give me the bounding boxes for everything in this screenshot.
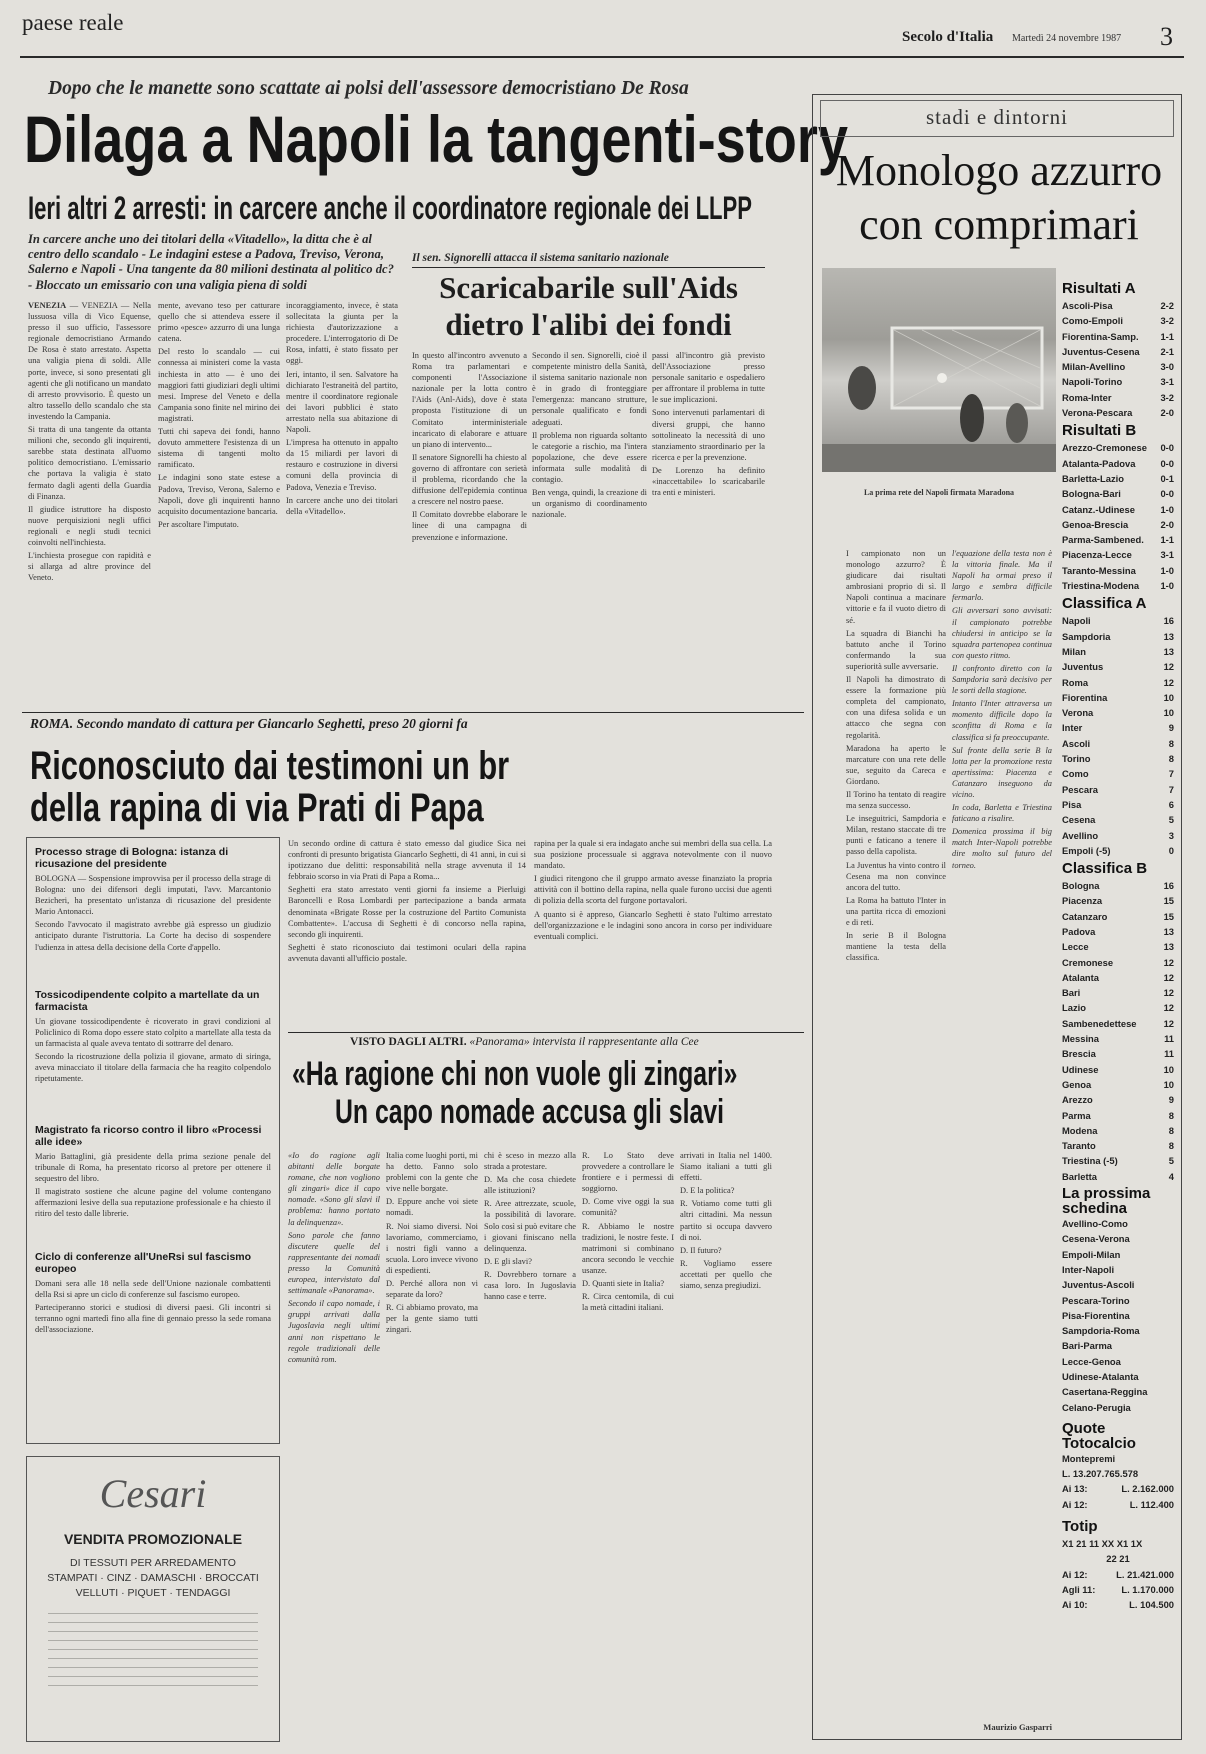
schedina-row: Juventus-Ascoli [1062,1279,1135,1291]
standing-row-value: 16 [1163,880,1174,892]
result-row [1062,313,1174,328]
result-row-value: 3-2 [1160,391,1174,403]
standing-row [1062,659,1174,674]
standing-row [1062,985,1174,1000]
schedina-row: Casertana-Reggina [1062,1386,1148,1398]
zingari-kicker: VISTO DAGLI ALTRI. «Panorama» intervista il rappresentante alla Cee [350,1036,699,1048]
ad-line-1: DI TESSUTI PER ARREDAMENTO [70,1557,236,1569]
result-row [1062,298,1174,313]
aids-headline-1: Scaricabarile sull'Aids [439,270,738,305]
standings-column [1062,278,1174,1613]
standing-row [1062,644,1174,659]
standing-row-label: Taranto [1062,1140,1096,1152]
sport-headline-2: con comprimari [859,200,1139,249]
quote-row-value: L. 21.421.000 [1116,1568,1174,1580]
result-row-label: Genoa-Brescia [1062,518,1129,530]
standing-row [1062,1062,1174,1077]
brief-2-body: Un giovane tossicodipendente è ricoverato in gravi condizioni al Policlinico di Roma dopo essere stato colpito a martellate alla testa da un farmacista al quale aveva tentato di sottrarre del denaro. Secondo la ricostruzione della polizia il giovane, armato di siringa, aveva minacciato il titolare della farmacia che ha reagito colpendolo ripetutamente. [35,1017,271,1084]
standing-row [1062,1169,1174,1184]
quote-row-label: Ai 12: [1062,1498,1088,1510]
standing-row [1062,1016,1174,1031]
standing-row-label: Brescia [1062,1048,1096,1060]
roma-headline-1: Riconosciuto dai testimoni un br [30,744,510,788]
result-row-label: Parma-Sambened. [1062,534,1144,546]
result-row [1062,486,1174,501]
quote-row-value: L. 1.170.000 [1121,1583,1174,1595]
standing-row-label: Sampdoria [1062,630,1111,642]
standing-row-value: 12 [1163,661,1174,673]
zingari-body-col-4: R. Lo Stato deve provvedere a controllare le frontiere e i permessi di soggiorno. D. Come vive oggi la sua comunità? R. Abbiamo le nostre tradizioni, le nostre feste. I matrimoni si combinano ancora secondo le vecchie usanze. D. Quanti siete in Italia? R. Circa centomila, di cui la metà cittadini italiani. [582,1151,674,1313]
result-row [1062,578,1174,593]
totocalcio-title: Quote Totocalcio [1062,1419,1136,1452]
result-row-value: 3-2 [1160,315,1174,327]
standing-row-label: Napoli [1062,615,1091,627]
result-row-value: 3-1 [1160,549,1174,561]
result-row [1062,405,1174,420]
zingari-body-col-5: arrivati in Italia nel 1400. Siamo italiani a tutti gli effetti. D. E la politica? R. Votiamo come tutti gli altri cittadini. Ma nessun partito si occupa davvero di noi. D. Il futuro? R. Vogliamo essere accettati per quello che siamo, senza pregiudizi. [680,1151,772,1291]
main-summary: In carcere anche uno dei titolari della «Vitadello», la ditta che è al centro dello scandalo - Le indagini estese a Padova, Treviso, Verona, Salerno e Napoli - Una tangente da 80 milioni destinata al politico dc? - Bloccato un emissario con una valigia piena di soldi [28,232,394,292]
result-row [1062,547,1174,562]
standing-row-value: 12 [1163,987,1174,999]
schedina-row: Pescara-Torino [1062,1294,1130,1306]
roma-body-col-1: Un secondo ordine di cattura è stato emesso dal giudice Sica nei confronti di presunto brigatista Giancarlo Seghetti, di 41 anni, in cui si ipotizzano due delitti: responsabilità nella strage avvenuta il 14 febbraio scorso in via Prati di Papa a Roma... Seghetti era stato arrestato venti giorni fa insieme a Pierluigi Baroncelli e Rosa Lombardi per partecipazione a banda armata denominata «Brigate Rosse per la costruzione del Partito Comunista Combattente». L'accusa di Seghetti è di concorso nella rapina, secondo gli inquirenti. Seghetti è stato riconosciuto dai testimoni oculari della rapina avvenuta davanti all'ufficio postale. [288,839,526,963]
standing-row-value: 9 [1168,722,1174,734]
ad-box [26,1456,280,1742]
standing-row-label: Piacenza [1062,895,1103,907]
schedina-row: Inter-Napoli [1062,1263,1115,1275]
result-row [1062,390,1174,405]
photo-caption: La prima rete del Napoli firmata Maradona [863,488,1015,497]
zingari-headline-2: Un capo nomade accusa gli slavi [335,1093,724,1131]
result-row-value: 1-1 [1160,534,1174,546]
standings-b-list [1062,878,1174,1184]
standing-row-label: Verona [1062,707,1094,719]
result-row-value: 2-0 [1160,518,1174,530]
standing-row [1062,939,1174,954]
standing-row-value: 15 [1163,910,1174,922]
zingari-body-col-1: «Io do ragione agli abitanti delle borgate romane, che non vogliono gli zingari» dice il capo nomade. «Sono gli slavi il problema: hanno portato la delinquenza». Sono parole che fanno discutere quelle del rappresentante dei nomadi presso la Comunità europea, intervistato dal settimanale «Panorama». Secondo il capo nomade, i gruppi arrivati dalla Jugoslavia negli ultimi anni non rispettano le regole tradizionali delle comunità rom. [288,1151,380,1364]
standing-row-value: 8 [1168,1140,1174,1152]
standing-row-value: 13 [1163,645,1174,657]
result-row-value: 3-1 [1160,376,1174,388]
result-row-value: 2-2 [1160,300,1174,311]
standing-row-label: Fiorentina [1062,691,1108,703]
totip-combination: X1 21 11 XX X1 1X [1062,1538,1143,1550]
newspaper-name: Secolo d'Italia [902,29,994,45]
standing-row [1062,613,1174,628]
standing-row [1062,751,1174,766]
result-row-label: Atalanta-Padova [1062,457,1136,469]
schedina-row: Pisa-Fiorentina [1062,1309,1130,1321]
results-a-title: Risultati A [1062,280,1136,297]
result-row [1062,359,1174,374]
standing-row-value: 3 [1168,829,1174,841]
standing-row-label: Catanzaro [1062,910,1108,922]
standing-row-value: 10 [1163,691,1174,703]
standing-row [1062,675,1174,690]
quote-row [1062,1497,1174,1512]
standing-row-label: Cesena [1062,814,1096,826]
result-row-label: Como-Empoli [1062,315,1123,327]
standing-row-label: Roma [1062,676,1089,688]
standing-row-label: Bari [1062,987,1081,999]
standing-row-value: 10 [1163,707,1174,719]
roma-kicker: ROMA. Secondo mandato di cattura per Giancarlo Seghetti, preso 20 giorni fa [30,716,468,731]
schedina-row: Bari-Parma [1062,1340,1113,1352]
aids-kicker: Il sen. Signorelli attacca il sistema sanitario nazionale [412,252,669,264]
standing-row-value: 11 [1164,1033,1174,1045]
result-row-label: Barletta-Lazio [1062,472,1124,484]
standing-row-value: 12 [1163,956,1174,968]
standing-row-value: 12 [1163,1002,1174,1014]
result-row-label: Napoli-Torino [1062,376,1123,388]
result-row-value: 1-0 [1160,564,1174,576]
result-row [1062,517,1174,532]
standing-row [1062,1000,1174,1015]
standing-row-value: 11 [1164,1048,1174,1060]
match-photo [822,268,1056,472]
schedina-row: Cesena-Verona [1062,1233,1130,1245]
standing-row-label: Milan [1062,645,1086,657]
standing-row [1062,843,1174,858]
result-row-value: 3-0 [1160,361,1174,373]
brief-1-body: BOLOGNA — Sospensione improvvisa per il processo della strage di Bologna: uno dei difensori degli imputati, l'avv. Marcantonio Bezicheri, ha presentato un'istanza di ricusazione del presidente Mario Antonacci. Secondo l'avvocato il magistrato avrebbe già espresso un giudizio anticipato durante l'istruttoria. La Corte ha deciso di sospendere l'udienza in attesa della decisione della Corte d'appello. [35,874,271,952]
result-row-label: Catanz.-Udinese [1062,503,1135,515]
quote-row-label: Ai 12: [1062,1568,1088,1580]
result-row-label: Ascoli-Pisa [1062,300,1113,311]
standing-row-label: Como [1062,768,1089,780]
standing-row-value: 0 [1168,844,1174,856]
aids-body-col-1: In questo all'incontro avvenuto a Roma tra parlamentari e componenti l'Associazione nazionale per la lotta contro l'Aids (Anl-Aids), dove è stata proposta l'istituzione di un Comitato interministeriale incaricato di elaborare e attuare un piano di intervento... Il senatore Signorelli ha chiesto al governo di affrontare con serietà il problema, ricordando che la diffusione dell'epidemia continua a crescere nel nostro paese. Il Comitato dovrebbe elaborare le linee di una campagna di prevenzione e informazione. [412,351,527,542]
standing-row-value: 7 [1168,768,1174,780]
standing-row-value: 15 [1163,895,1174,907]
next-round-list [1062,1216,1174,1415]
quote-row-label: Agli 11: [1062,1583,1096,1595]
result-row [1062,374,1174,389]
result-row [1062,344,1174,359]
results-b-title: Risultati B [1062,422,1137,440]
result-row [1062,440,1174,455]
results-a-list [1062,298,1174,420]
result-row-label: Juventus-Cesena [1062,345,1140,357]
result-row-label: Arezzo-Cremonese [1062,442,1147,454]
standing-row-label: Empoli (-5) [1062,844,1111,856]
aids-headline-2: dietro l'alibi dei fondi [445,307,732,342]
standing-row-value: 5 [1168,1155,1174,1167]
standing-row [1062,1046,1174,1061]
standing-row-label: Juventus [1062,661,1104,673]
standing-row-label: Arezzo [1062,1094,1093,1106]
standing-row [1062,766,1174,781]
standing-row-value: 16 [1163,615,1174,627]
montepremi-value: L. 13.207.765.578 [1062,1468,1139,1480]
standing-row [1062,955,1174,970]
standing-row-label: Lazio [1062,1002,1086,1014]
result-row [1062,329,1174,344]
standing-row [1062,705,1174,720]
aids-body-col-2: Secondo il sen. Signorelli, cioè il competente ministro della Sanità, il sistema sanitario nazionale non è in grado di fronteggiare l'emergenza: mancano strutture, personale qualificato e fondi adeguati. Il problema non riguarda soltanto le categorie a rischio, ma l'intera popolazione, che deve essere informata sulle modalità di contagio. Ben venga, quindi, la creazione di un organismo di coordinamento nazionale. [532,351,647,520]
standing-row [1062,736,1174,751]
result-row-value: 1-0 [1160,503,1174,515]
montepremi-label: Montepremi [1062,1452,1116,1464]
brief-3-body: Mario Battaglini, già presidente della prima sezione penale del tribunale di Roma, ha presentato ricorso al pretore per ottenere il sequestro del libro. Il magistrato sostiene che alcune pagine del volume contengano affermazioni lesive della sua reputazione professionale e ha chiesto il ritiro del testo dalle librerie. [35,1152,271,1219]
standing-row-value: 12 [1163,971,1174,983]
schedina-row: Udinese-Atalanta [1062,1371,1139,1382]
main-body-col-1: VENEZIA — VENEZIA — Nella lussuosa villa di Vico Equense, presso il suo ufficio, l'assessore regionale democristiano Armando De Rosa è stato arrestato. Aspetta una valigia piena di soldi. Alle porte, invece, si sono presentati gli agenti che gli notificano un mandato di arresto provvisorio. È questo un altro tassello dello scandalo che sta investendo la Campania. Si tratta di una tangente da ottanta milioni che, secondo gli inquirenti, sarebbe stata destinata all'uomo politico democristiano. L'emissario che portava la valigia è stato fermato dagli agenti della Guardia di Finanza. Il giudice istruttore ha disposto nuove perquisizioni negli uffici regionali e negli studi tecnici coinvolti nell'inchiesta. L'inchiesta prosegue con rapidità e si allarga ad altre province del Veneto. [28,301,151,583]
standing-row [1062,1138,1174,1153]
ad-brand: Cesari [99,1471,207,1516]
standing-row-value: 10 [1163,1063,1174,1075]
standing-row [1062,1031,1174,1046]
standing-row-label: Modena [1062,1124,1098,1136]
standing-row-value: 8 [1168,737,1174,749]
standing-row [1062,782,1174,797]
standing-row-value: 6 [1168,798,1174,810]
standing-row-value: 4 [1168,1170,1174,1182]
roma-body-col-2: rapina per la quale si era indagato anche sui membri della sua cella. La sua posizione processuale si aggrava notevolmente con il nuovo mandato. I giudici ritengono che il gruppo armato avesse finanziato la propria attività con il bottino della rapina, nella quale furono uccisi due agenti di polizia della scorta del furgone portavalori. A quanto si è appreso, Giancarlo Seghetti è stato l'ultimo arrestato dell'organizzazione e le indagini sono ancora in corso per individuare eventuali complici. [534,839,772,941]
quote-row [1062,1481,1174,1496]
next-round-title: La prossima schedina [1062,1185,1151,1218]
totocalcio-list [1062,1481,1174,1512]
result-row-label: Triestina-Modena [1062,580,1140,592]
result-row-label: Verona-Pescara [1062,407,1133,419]
result-row [1062,502,1174,517]
standing-row-label: Cremonese [1062,956,1114,968]
zingari-body-col-2: Italia come luoghi porti, mi ha detto. Fanno solo problemi con la gente che vive nelle borgate. D. Eppure anche voi siete nomadi. R. Noi siamo diversi. Noi lavoriamo, commerciamo, i nostri figli vanno a scuola. Loro invece vivono di espedienti. D. Perché allora non vi separate da loro? R. Ci abbiamo provato, ma per la gente siamo tutti zingari. [386,1151,478,1335]
standing-row [1062,1108,1174,1123]
standing-row-label: Triestina (-5) [1062,1155,1118,1167]
brief-4-body: Domani sera alle 18 nella sede dell'Unione nazionale combattenti della Rsi si apre un ciclo di conferenze sul fascismo europeo. Parteciperanno storici e studiosi di diversi paesi. Gli incontri si terranno ogni martedì fino alla fine di gennaio presso la sede romana dell'associazione. [35,1279,271,1335]
result-row-label: Milan-Avellino [1062,361,1126,373]
standing-row-label: Sambenedettese [1062,1017,1137,1029]
issue-date: Martedì 24 novembre 1987 [1012,33,1122,44]
sport-headline-1: Monologo azzurro [835,146,1163,195]
standing-row-label: Parma [1062,1109,1091,1121]
page-number: 3 [1160,22,1173,51]
quote-row [1062,1567,1174,1582]
standing-row [1062,1077,1174,1092]
standing-row [1062,909,1174,924]
standing-row-label: Pescara [1062,783,1098,795]
standing-row-value: 8 [1168,1109,1174,1121]
standing-row [1062,629,1174,644]
brief-4-title: Ciclo di conferenze all'UneRsi sul fascismo europeo [35,1251,252,1275]
result-row-value: 0-0 [1160,442,1174,454]
totip-title: Totip [1062,1518,1098,1536]
result-row [1062,563,1174,578]
schedina-row: Empoli-Milan [1062,1248,1121,1260]
quote-row-label: Ai 10: [1062,1599,1088,1611]
result-row-value: 0-1 [1160,472,1174,484]
standing-row-label: Lecce [1062,941,1089,953]
standing-row [1062,797,1174,812]
schedina-row: Avellino-Como [1062,1218,1128,1230]
standing-row-value: 13 [1163,925,1174,937]
result-row-label: Fiorentina-Samp. [1062,330,1139,342]
aids-body-col-3: passi all'incontro già previsto dell'Associazione presso personale sanitario e ospedaliero per affrontare il problema in tutte le sue implicazioni. Sono intervenuti parlamentari di diversi gruppi, che hanno sottolineato la necessità di uno stanziamento straordinario per la ricerca e per la prevenzione. De Lorenzo ha definito «inaccettabile» lo scaricabarile tra enti e ministeri. [652,351,765,498]
quote-row [1062,1597,1174,1612]
standing-row-value: 10 [1163,1078,1174,1090]
ad-line-2: STAMPATI · CINZ · DAMASCHI · BROCCATI [47,1572,259,1584]
result-row [1062,532,1174,547]
sport-column-label: stadi e dintorni [820,100,1174,137]
brief-3-title: Magistrato fa ricorso contro il libro «Processi alle idee» [35,1124,262,1148]
quote-row-value: L. 104.500 [1129,1599,1174,1611]
standing-row-value: 8 [1168,753,1174,765]
standing-row-value: 7 [1168,783,1174,795]
quote-row-label: Ai 13: [1062,1483,1088,1495]
standing-row [1062,924,1174,939]
standings-a-title: Classifica A [1062,595,1147,613]
standing-row-label: Ascoli [1062,737,1091,749]
schedina-row: Lecce-Genoa [1062,1355,1121,1367]
main-subheadline: Ieri altri 2 arresti: in carcere anche il coordinatore regionale dei LLPP [28,190,752,226]
standing-row-value: 9 [1168,1094,1174,1106]
main-headline: Dilaga a Napoli la tangenti-story [24,102,848,176]
brief-1-title: Processo strage di Bologna: istanza di ricusazione del presidente [35,846,229,870]
standing-row-value: 13 [1163,630,1174,642]
results-b-list [1062,440,1174,593]
result-row-value: 1-1 [1160,330,1174,342]
standing-row [1062,1153,1174,1168]
totip-list [1062,1567,1174,1613]
standing-row [1062,1123,1174,1138]
result-row-label: Taranto-Messina [1062,564,1136,576]
standing-row-label: Udinese [1062,1063,1099,1075]
brief-2-title: Tossicodipendente colpito a martellate da un farmacista [35,989,260,1013]
standings-b-title: Classifica B [1062,860,1148,878]
result-row [1062,456,1174,471]
standing-row [1062,970,1174,985]
schedina-row: Celano-Perugia [1062,1401,1131,1413]
main-body-col-2: mente, avevano teso per catturare quello che si attendeva essere il primo «pesce» azzurro di una lunga catena. Del resto lo scandalo — cui connessa ai ministeri come la vasta inchiesta in atto — è uno dei maggiori fatti giudiziari degli ultimi mesi. Imprese del Veneto e della Campania sono finite nel mirino dei magistrati. Tutti chi sapeva dei fondi, hanno dovuto ammettere l'esistenza di un sistema di tangenti molto ramificato. Le indagini sono state estese a Padova, Treviso, Verona, Salerno e Napoli, dove gli inquirenti hanno acquisito documentazione bancaria. Per ascoltare l'imputato. [158,301,280,529]
standing-row-value: 8 [1168,1124,1174,1136]
sport-byline: Maurizio Gasparri [983,1722,1052,1732]
quote-row-value: L. 112.400 [1129,1498,1174,1510]
standing-row-value: 12 [1163,676,1174,688]
standing-row [1062,1092,1174,1107]
ad-tagline: VENDITA PROMOZIONALE [63,1531,243,1547]
standing-row-label: Torino [1062,753,1091,765]
schedina-row: Sampdoria-Roma [1062,1325,1140,1337]
main-body-col-3: incoraggiamento, invece, è stata sollecitata la giunta per la richiesta d'autorizzazione a procedere. L'interrogatorio di De Rosa, infatti, è stato fissato per oggi. Ieri, intanto, il sen. Salvatore ha dichiarato l'estraneità del partito, mentre il coordinatore regionale dei lavori pubblici è stato arrestato nella sua abitazione di Napoli. L'impresa ha ottenuto in appalto da 15 miliardi per lavori di restauro e costruzione in diversi comuni della provincia di Padova, Venezia e Treviso. In carcere anche uno dei titolari della «Vitadello». [286,301,398,516]
roma-headline-2: della rapina di via Prati di Papa [30,786,484,830]
result-row-value: 1-0 [1160,580,1174,592]
totip-combination-2: 22 21 [1106,1553,1130,1565]
zingari-body-col-3: chi è sceso in mezzo alla strada a protestare. D. Ma che cosa chiedete alle istituzioni? R. Aree attrezzate, scuole, la possibilità di lavorare. Solo così si può evitare che i giovani finiscano nella delinquenza. D. E gli slavi? R. Dovrebbero tornare a casa loro. In Jugoslavia hanno case e terre. [484,1151,576,1302]
result-row-value: 0-0 [1160,488,1174,500]
sport-body-col-1: I campionato non un monologo azzurro? È giudicare dai risultati ambrosiani proprio di sì. Il Napoli continua a macinare vittorie e fa il vuoto dietro di sé. La squadra di Bianchi ha battuto anche il Torino confermando la sua superiorità sulle avversarie. Il Napoli ha dimostrato di essere la formazione più completa del campionato, con una difesa solida e un attacco che segna con regolarità. Maradona ha aperto le marcature con una rete delle sue, seguito da Careca e Giordano. Il Torino ha tentato di reagire ma senza successo. Le inseguitrici, Sampdoria e Milan, restano staccate di tre punti e faticano a tenere il passo della capolista. La Juventus ha vinto contro il Cesena ma non convince ancora del tutto. La Roma ha battuto l'Inter in una partita ricca di emozioni e di reti. In serie B il Bologna mantiene la testa della classifica. [846,549,946,963]
standing-row-label: Bologna [1062,880,1100,892]
ad-line-3: VELLUTI · PIQUET · TENDAGGI [75,1587,231,1599]
result-row-value: 2-1 [1160,345,1174,357]
standing-row-label: Padova [1062,925,1096,937]
standing-row [1062,878,1174,893]
sport-body-col-2: l'equazione della testa non è la vittoria finale. Ma il Napoli ha ormai preso il largo e sembra difficile fermarlo. Gli avversari sono avvisati: il campionato potrebbe chiudersi in anticipo se la squadra partenopea continua con questo ritmo. Il confronto diretto con la Sampdoria sarà decisivo per le sorti della stagione. Intanto l'Inter attraversa un momento difficile dopo la sconfitta di Roma e la classifica si fa preoccupante. Sul fronte della serie B la lotta per la promozione resta apertissima: Piacenza e Catanzaro inseguono da vicino. In coda, Barletta e Triestina faticano a risalire. Domenica prossima il big match Inter-Napoli potrebbe dire molto sul futuro del torneo. [952,549,1052,870]
result-row-label: Piacenza-Lecce [1062,549,1132,561]
briefs-box [26,837,280,1444]
zingari-headline-1: «Ha ragione chi non vuole gli zingari» [292,1055,738,1093]
standing-row-label: Avellino [1062,829,1099,841]
section-label: paese reale [22,10,124,35]
result-row-value: 0-0 [1160,457,1174,469]
standing-row [1062,690,1174,705]
standing-row-label: Inter [1062,722,1083,734]
quote-row-value: L. 2.162.000 [1121,1483,1174,1495]
quote-row [1062,1582,1174,1597]
standing-row [1062,720,1174,735]
result-row-label: Roma-Inter [1062,391,1112,403]
standing-row-value: 12 [1163,1017,1174,1029]
standing-row-label: Genoa [1062,1078,1092,1090]
main-kicker: Dopo che le manette sono scattate ai polsi dell'assessore democristiano De Rosa [48,78,689,99]
standing-row [1062,828,1174,843]
standings-a-list [1062,613,1174,858]
standing-row [1062,812,1174,827]
standing-row-value: 5 [1168,814,1174,826]
result-row-label: Bologna-Bari [1062,488,1121,500]
result-row [1062,471,1174,486]
standing-row [1062,893,1174,908]
standing-row-label: Atalanta [1062,971,1099,983]
standing-row-label: Messina [1062,1033,1099,1045]
standing-row-label: Pisa [1062,798,1082,810]
standing-row-value: 13 [1163,941,1174,953]
result-row-value: 2-0 [1160,407,1174,419]
standing-row-label: Barletta [1062,1170,1097,1182]
